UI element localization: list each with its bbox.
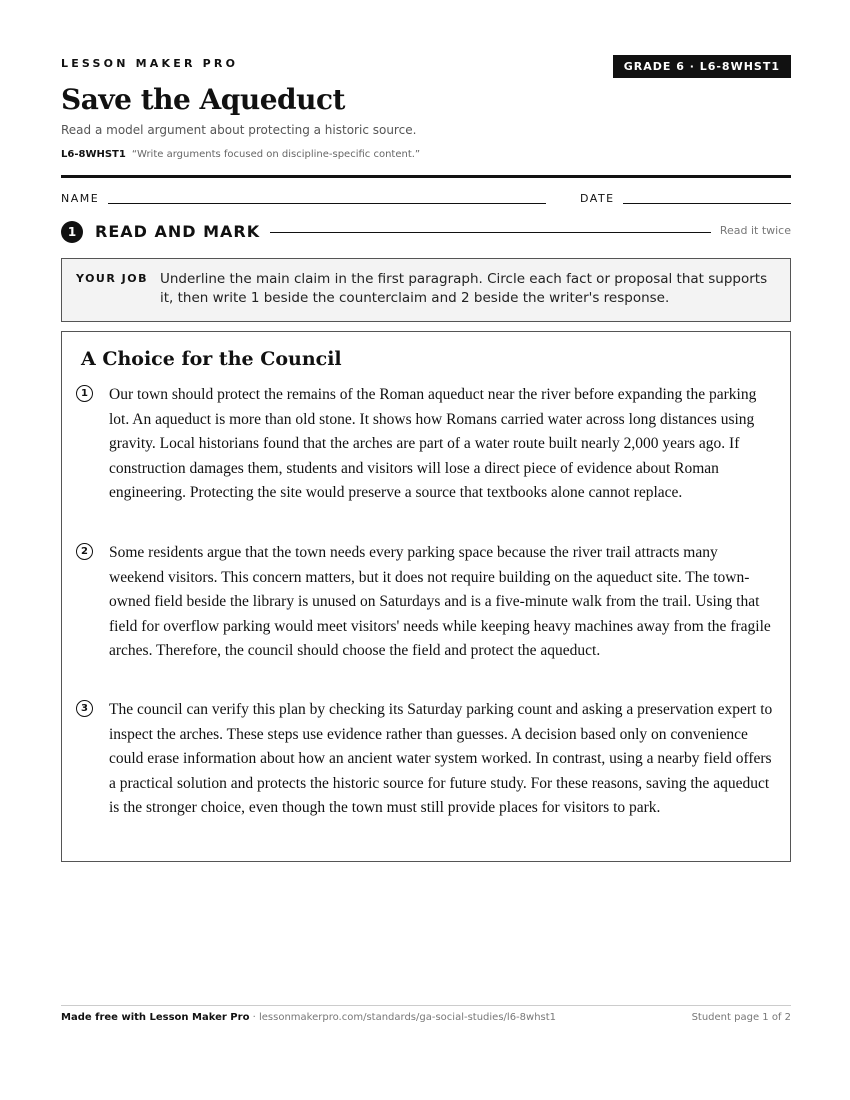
page-subtitle: Read a model argument about protecting a historic source.: [61, 123, 417, 137]
standard-text: “Write arguments focused on discipline-specific content.”: [131, 149, 421, 160]
name-label: NAME: [61, 192, 100, 205]
paragraph-text: Our town should protect the remains of the Roman aqueduct near the river before expanding the parking lot. An aqueduct is more than old stone. It shows how Romans carried water across long distances using gravity. Local historians found that the arches are part of a water route built nearly 2,000 years ago. If construction damages them, students and visitors will lose a direct piece of evidence about Roman engineering. Protecting the site would preserve a source that textbooks alone cannot replace.: [109, 386, 757, 502]
paragraph-number-badge: 2: [76, 543, 93, 560]
footer-brand: Made free with Lesson Maker Pro: [61, 1012, 250, 1023]
footer-url[interactable]: lessonmakerpro.com/standards/ga-social-studies/l6-8whst1: [258, 1012, 557, 1023]
paragraph-number-badge: 1: [76, 385, 93, 402]
section-divider: [270, 232, 711, 233]
section-number-badge: 1: [61, 221, 83, 243]
footer-separator: ·: [249, 1012, 259, 1023]
paragraph-text: Some residents argue that the town needs every parking space because the river trail attracts many weekend visitors. This concern matters, but it does not require building on the aqueduct site. The town-owned field beside the library is unused on Saturdays and is a five-minute walk from the trail. Using that field for overflow parking would meet visitors' needs while keeping heavy machines away from the fragile arches. Therefore, the council should choose the field and protect the aqueduct.: [109, 544, 771, 660]
standard-code: L6-8WHST1: [61, 149, 126, 160]
instructions-box: [61, 258, 791, 322]
instructions-label: YOUR JOB: [76, 272, 148, 285]
instructions-text: Underline the main claim in the first paragraph. Circle each fact or proposal that supports it, then write 1 beside the counterclaim and 2 beside the writer's response.: [160, 271, 768, 306]
paragraph-number-badge: 3: [76, 700, 93, 717]
grade-badge: GRADE 6 · L6-8WHST1: [613, 55, 791, 78]
worksheet-page: [61, 0, 791, 1100]
footer-credit: [61, 1012, 556, 1023]
section-header: [61, 220, 791, 244]
section-note: Read it twice: [719, 224, 791, 237]
passage-title: A Choice for the Council: [81, 348, 342, 370]
date-label: DATE: [580, 192, 615, 205]
section-title: READ AND MARK: [95, 222, 261, 241]
footer-divider: [61, 1005, 791, 1006]
standard-line: [61, 149, 420, 160]
name-date-row: [61, 192, 791, 208]
reading-passage: [61, 331, 791, 862]
paragraph-text: The council can verify this plan by checking its Saturday parking count and asking a preservation expert to inspect the arches. These steps use evidence rather than guesses. A decision based only on convenience could erase information about how an ancient water system worked. In contrast, using a nearby field offers a practical solution and protects the historic source for future study. For these reasons, saving the aqueduct is the stronger choice, even though the town must still provide places for visitors to park.: [109, 701, 773, 817]
header-divider: [61, 175, 791, 178]
page-indicator: Student page 1 of 2: [691, 1012, 791, 1023]
name-field[interactable]: [108, 203, 546, 204]
brand-name: LESSON MAKER PRO: [61, 57, 239, 70]
page-title: Save the Aqueduct: [61, 83, 345, 116]
date-field[interactable]: [623, 203, 791, 204]
